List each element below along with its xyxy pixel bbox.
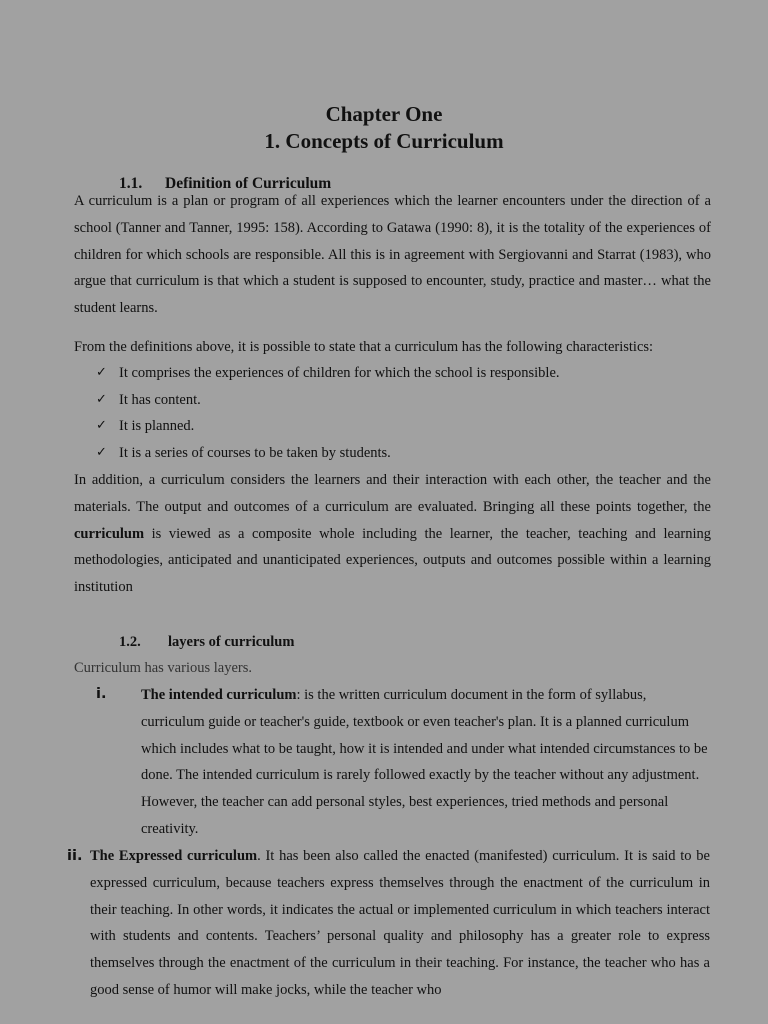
characteristics-intro: From the definitions above, it is possible to state that a curriculum has the following characteristics: bbox=[74, 339, 654, 355]
characteristic-text: It has content. bbox=[119, 391, 201, 408]
bold-term: The Expressed curriculum bbox=[90, 848, 258, 864]
checkmark-icon: ✓ bbox=[96, 365, 107, 380]
characteristic-text: It comprises the experiences of children for which the school is responsible. bbox=[119, 365, 560, 381]
section-1-number: 1.1. bbox=[119, 175, 143, 192]
section-1-title: Definition of Curriculum bbox=[165, 175, 332, 192]
bold-term: curriculum bbox=[74, 525, 145, 542]
expressed-curriculum-paragraph bbox=[90, 843, 710, 1004]
checkmark-icon: ✓ bbox=[96, 418, 107, 434]
numeral-ii: ii. bbox=[67, 848, 83, 864]
characteristic-text: It is planned. bbox=[119, 418, 195, 435]
list-item bbox=[96, 387, 716, 414]
chapter-title: 1. Concepts of Curriculum bbox=[264, 129, 504, 153]
characteristic-text: It is a series of courses to be taken by students. bbox=[119, 444, 391, 461]
section-2-title: layers of curriculum bbox=[168, 634, 295, 650]
list-item bbox=[96, 360, 716, 387]
section-2-number: 1.2. bbox=[119, 634, 141, 650]
bold-term: The intended curriculum bbox=[141, 687, 297, 703]
list-item bbox=[96, 440, 716, 467]
section-2-heading bbox=[119, 633, 294, 651]
layers-intro: Curriculum has various layers. bbox=[74, 660, 252, 676]
chapter-label: Chapter One bbox=[325, 102, 443, 126]
paragraph-text: : is the written curriculum document in the form of syllabus, curriculum guide or teacher's guide, textbook or even teacher's plan. It is a planned curriculum which includes what to be taught, how it is intended and under what intended circumstances to be done. The intended curriculum is rarely followed exactly by the teacher without any adjustment. However, the teacher can add personal styles, best experiences, tried methods and personal creativity. bbox=[141, 687, 708, 837]
paragraph-text: . It has been also called the enacted (manifested) curriculum. It is said to be expressed curriculum, because teachers express themselves through the enactment of the curriculum in their teaching. In other words, it indicates the actual or implemented curriculum in which teachers interact with students and contents. Teachers’ personal quality and philosophy has a greater role to express themselves through the enactment of the curriculum in their teaching. For instance, the teacher who has a good sense of humor will make jocks, while the teacher who bbox=[90, 848, 710, 998]
checkmark-icon: ✓ bbox=[96, 391, 107, 407]
paragraph-text: In addition, a curriculum considers the learners and their interaction with each other, the teacher and the materials. The output and outcomes of a curriculum are evaluated. Bringing all these points together, the bbox=[74, 472, 711, 515]
checkmark-icon: ✓ bbox=[96, 444, 107, 460]
paragraph-text: is viewed as a composite whole including the learner, the teacher, teaching and learning methodologies, anticipated and unanticipated experiences, outputs and outcomes possible within a learning institution bbox=[74, 525, 711, 596]
definition-paragraph: A curriculum is a plan or program of all experiences which the learner encounters under the direction of a school (Tanner and Tanner, 1995: 158). According to Gatawa (1990: 8), it is the totality of the experiences of children for which schools are responsible. All this is in agreement with Sergiovanni and Starrat (1983), who argue that curriculum is that which a student is supposed to encounter, study, practice and master… what the student learns. bbox=[74, 193, 711, 317]
intended-curriculum-paragraph bbox=[141, 682, 712, 843]
numeral-i: i. bbox=[96, 686, 107, 702]
characteristics-list bbox=[96, 360, 716, 466]
list-item bbox=[96, 413, 716, 440]
composite-whole-paragraph bbox=[74, 467, 711, 601]
